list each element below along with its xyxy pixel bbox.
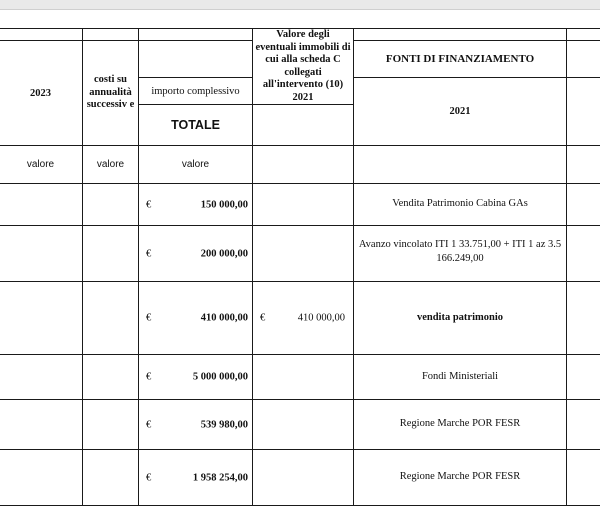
- totale-cell: € 5 000 000,00: [139, 355, 253, 400]
- unit-valore-costi: valore: [83, 146, 139, 184]
- unit-valore-2023: valore: [0, 146, 83, 184]
- totale-cell: € 1 958 254,00: [139, 450, 253, 506]
- header-fonti-finanziamento: FONTI DI FINANZIAMENTO: [354, 41, 567, 78]
- totale-cell: € 150 000,00: [139, 184, 253, 226]
- totale-cell: € 200 000,00: [139, 226, 253, 282]
- fonte-cell: Vendita Patrimonio Cabina GAs: [354, 184, 567, 226]
- table-row: [0, 450, 600, 506]
- header-valore-immobili: Valore degli eventuali immobili di cui alla scheda C collegati all'intervento (10) 2021: [253, 29, 354, 105]
- table-row: [0, 355, 600, 400]
- immobili-cell: [253, 355, 354, 400]
- fonte-cell: Avanzo vincolato ITI 1 33.751,00 + ITI 1 az 3.5 166.249,00: [354, 226, 567, 282]
- header-fonti-2021: 2021: [354, 78, 567, 146]
- top-divider: [0, 9, 600, 10]
- unit-valore-totale: valore: [139, 146, 253, 184]
- totale-cell: € 410 000,00: [139, 282, 253, 355]
- fonte-cell: Fondi Ministeriali: [354, 355, 567, 400]
- table-row: [0, 282, 600, 355]
- financing-table: [0, 28, 600, 506]
- header-costi-successivi: costi su annualità successiv e: [83, 41, 139, 146]
- immobili-cell: [253, 400, 354, 450]
- units-row: [0, 146, 600, 184]
- top-band: [0, 0, 600, 9]
- fonte-cell: vendita patrimonio: [354, 282, 567, 355]
- table-row: [0, 400, 600, 450]
- immobili-cell: [253, 184, 354, 226]
- immobili-cell: [253, 226, 354, 282]
- header-top-strip: [0, 29, 600, 41]
- totale-cell: € 539 980,00: [139, 400, 253, 450]
- header-importo-complessivo: importo complessivo: [139, 78, 253, 105]
- immobili-cell: € 410 000,00: [253, 282, 354, 355]
- header-2023: 2023: [0, 41, 83, 146]
- immobili-cell: [253, 450, 354, 506]
- table-row: [0, 184, 600, 226]
- table-row: [0, 226, 600, 282]
- header-totale: TOTALE: [139, 105, 253, 146]
- fonte-cell: Regione Marche POR FESR: [354, 400, 567, 450]
- fonte-cell: Regione Marche POR FESR: [354, 450, 567, 506]
